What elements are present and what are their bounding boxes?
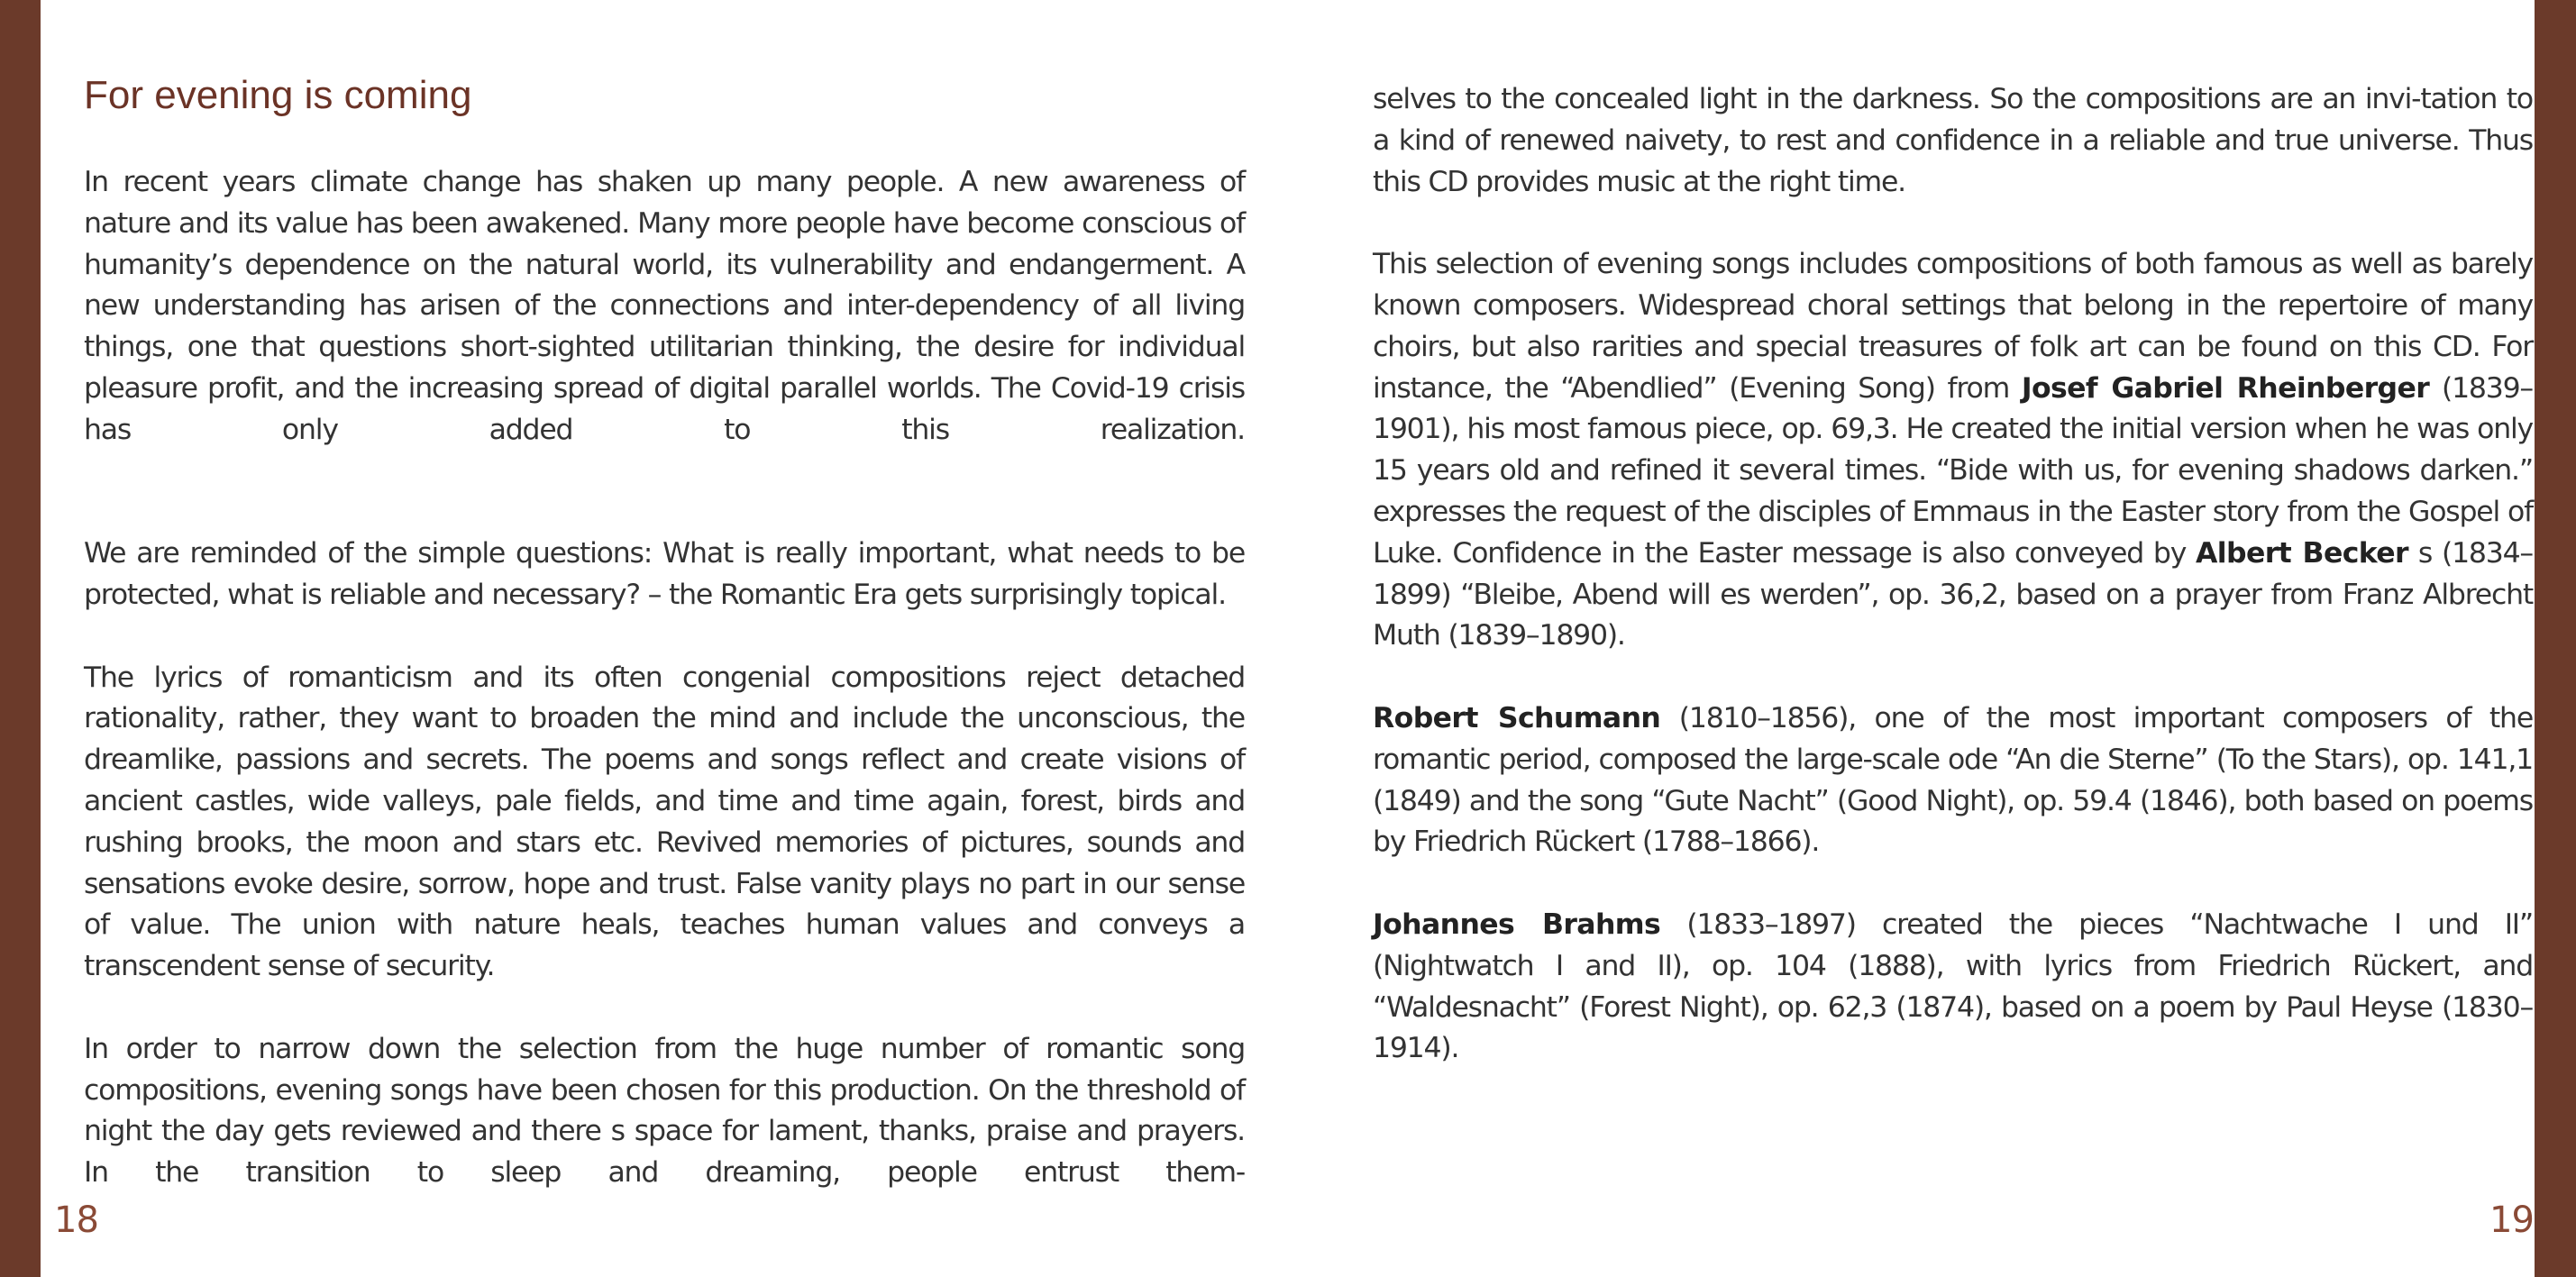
page-heading: For evening is coming bbox=[84, 73, 472, 117]
composer-name: Josef Gabriel Rheinberger bbox=[2021, 371, 2430, 405]
paragraph: In order to narrow down the selection from the huge number of romantic song compositions, evening songs have been chosen for this production. On the threshold of night the day gets reviewed and there s space for lament, thanks, praise and prayers. In the transition to sleep and dreaming, people entrust them- bbox=[84, 1032, 1245, 1190]
composer-name: Robert Schumann bbox=[1373, 701, 1661, 734]
composer-name: Johannes Brahms bbox=[1373, 908, 1661, 941]
text-run: (1810–1856), one of the most important composers of the romantic period, composed the large-scale ode “An die Sterne” (To the Stars), op. 141,1 (1849) and the song “Gute Nacht” (Good Night), op. 59.4 (1846), both based on poems by Friedrich Rückert (1788–1866). bbox=[1373, 701, 2534, 859]
paragraph bbox=[1373, 905, 2533, 1070]
paragraph: In recent years climate change has shaken up many people. A new awareness of nature and its value has been awakened. Many more people have become conscious of humanity’s dependence on the natural world, its vulnerability and endangerment. A new understanding has arisen of the connections and inter-dependency of all living things, one that questions short-sighted utilitarian thinking, the desire for individual pleasure profit, and the increasing spread of digital parallel worlds. The Covid-19 crisis has only added to this realization. bbox=[84, 166, 1245, 446]
page-number-right: 19 bbox=[2489, 1199, 2534, 1241]
text-run: (1839–1901), his most famous piece, op. 69,3. He created the initial version when he was only 15 years old and refined it several times. “Bide with us, for evening shadows darken.” expresses the request of the disciples of Emmaus in the Easter story from the Gospel of Luke. Confidence in the Easter message is also conveyed by bbox=[1373, 371, 2533, 570]
left-column-text bbox=[84, 162, 1245, 1236]
right-column-text bbox=[1373, 79, 2533, 1070]
booklet-spread bbox=[41, 0, 2535, 1277]
page-number-left: 18 bbox=[54, 1199, 98, 1241]
text-run: s (1834–1899) “Bleibe, Abend will es werden”, op. 36,2, based on a prayer from Franz Albrecht Muth (1839–1890). bbox=[1373, 536, 2533, 652]
composer-name: Albert Becker bbox=[2196, 536, 2408, 570]
paragraph: The lyrics of romanticism and its often congenial compositions reject detached rationality, rather, they want to broaden the mind and include the unconscious, the dreamlike, passions and secrets. The poems and songs reflect and create visions of ancient castles, wide valleys, pale fields, and time and time again, forest, birds and rushing brooks, the moon and stars etc. Revived memories of pictures, sounds and sensations evoke desire, sorrow, hope and trust. False vanity plays no part in our sense of value. The union with nature heals, teaches human values and conveys a transcendent sense of security. bbox=[84, 661, 1245, 983]
text-run: This selection of evening songs includes compositions of both famous as well as barely known composers. Widespread choral settings that belong in the repertoire of many choirs, but also rarities and special treasures of folk art can be found on this CD. For instance, the “Abendlied” (Evening Song) from bbox=[1373, 248, 2533, 405]
paragraph bbox=[1373, 698, 2533, 863]
paragraph: We are reminded of the simple questions: What is really important, what needs to be protected, what is reliable and necessary? – the Romantic Era gets surprisingly topical. bbox=[84, 537, 1245, 611]
text-run: (1833–1897) created the pieces “Nachtwache I und II” (Nightwatch I and II), op. 104 (1888), with lyrics from Friedrich Rückert, and “Waldesnacht” (Forest Night), op. 62,3 (1874), based on a poem by Paul Heyse (1830–1914). bbox=[1373, 908, 2533, 1065]
paragraph bbox=[1373, 244, 2533, 657]
paragraph: selves to the concealed light in the darkness. So the compositions are an invi-tation to a kind of renewed naivety, to rest and confidence in a reliable and true universe. Thus this CD provides music at the right time. bbox=[1373, 83, 2533, 198]
left-page bbox=[41, 0, 1287, 1277]
